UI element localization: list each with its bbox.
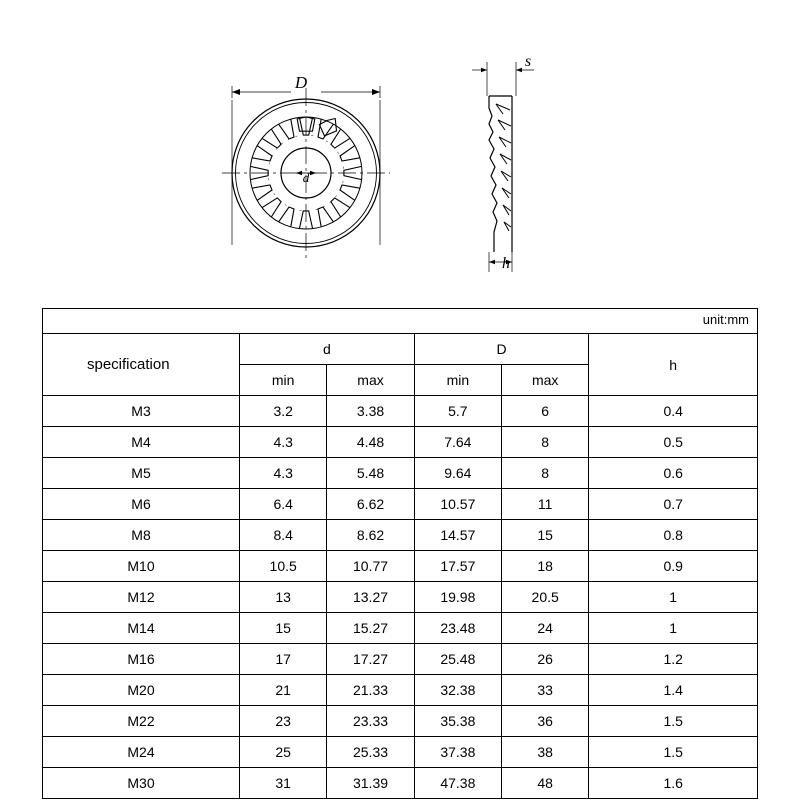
cell-specification: M10: [43, 551, 240, 582]
cell-d-min: 15: [240, 613, 327, 644]
cell-h: 0.7: [589, 489, 758, 520]
header-specification: specification: [43, 334, 240, 396]
cell-specification: M16: [43, 644, 240, 675]
cell-specification: M30: [43, 768, 240, 799]
cell-specification: M3: [43, 396, 240, 427]
cell-d-min: 8.4: [240, 520, 327, 551]
cell-D-max: 26: [502, 644, 589, 675]
cell-d-max: 25.33: [327, 737, 414, 768]
cell-D-max: 15: [502, 520, 589, 551]
header-d: d: [240, 334, 415, 365]
cell-D-min: 25.48: [414, 644, 501, 675]
cell-d-min: 23: [240, 706, 327, 737]
cell-h: 1: [589, 582, 758, 613]
cell-D-max: 8: [502, 458, 589, 489]
cell-D-min: 19.98: [414, 582, 501, 613]
cell-d-min: 4.3: [240, 458, 327, 489]
cell-d-min: 31: [240, 768, 327, 799]
header-d-max: max: [327, 365, 414, 396]
header-d-min: min: [240, 365, 327, 396]
cell-d-max: 17.27: [327, 644, 414, 675]
cell-d-min: 4.3: [240, 427, 327, 458]
cell-D-max: 11: [502, 489, 589, 520]
cell-d-max: 5.48: [327, 458, 414, 489]
cell-specification: M5: [43, 458, 240, 489]
cell-h: 1.2: [589, 644, 758, 675]
cell-d-max: 31.39: [327, 768, 414, 799]
cell-D-min: 17.57: [414, 551, 501, 582]
cell-specification: M4: [43, 427, 240, 458]
cell-d-max: 13.27: [327, 582, 414, 613]
label-thickness: s: [524, 53, 532, 70]
cell-d-max: 15.27: [327, 613, 414, 644]
cell-D-min: 47.38: [414, 768, 501, 799]
cell-d-max: 4.48: [327, 427, 414, 458]
table-row: [43, 644, 758, 675]
cell-h: 0.6: [589, 458, 758, 489]
cell-D-min: 37.38: [414, 737, 501, 768]
cell-d-max: 21.33: [327, 675, 414, 706]
specification-table: [42, 333, 758, 799]
cell-specification: M12: [43, 582, 240, 613]
cell-D-max: 33: [502, 675, 589, 706]
table-row: [43, 737, 758, 768]
cell-D-max: 18: [502, 551, 589, 582]
label-inner-diameter: d: [302, 170, 310, 185]
table-row: [43, 706, 758, 737]
table-row: [43, 458, 758, 489]
cell-specification: M22: [43, 706, 240, 737]
table-body: [43, 396, 758, 799]
cell-D-min: 35.38: [414, 706, 501, 737]
label-outer-diameter: D: [294, 73, 308, 92]
cell-d-min: 17: [240, 644, 327, 675]
cell-d-max: 10.77: [327, 551, 414, 582]
cell-specification: M8: [43, 520, 240, 551]
cell-specification: M6: [43, 489, 240, 520]
cell-h: 1.5: [589, 706, 758, 737]
cell-h: 0.8: [589, 520, 758, 551]
cell-D-max: 38: [502, 737, 589, 768]
table-row: [43, 675, 758, 706]
cell-specification: M14: [43, 613, 240, 644]
cell-D-min: 23.48: [414, 613, 501, 644]
table-row: [43, 768, 758, 799]
label-height: h: [502, 255, 510, 272]
cell-d-min: 13: [240, 582, 327, 613]
cell-D-min: 10.57: [414, 489, 501, 520]
cell-h: 1.5: [589, 737, 758, 768]
cell-h: 1: [589, 613, 758, 644]
cell-D-min: 5.7: [414, 396, 501, 427]
cell-D-max: 48: [502, 768, 589, 799]
cell-h: 0.5: [589, 427, 758, 458]
cell-d-min: 6.4: [240, 489, 327, 520]
cell-D-max: 24: [502, 613, 589, 644]
specification-table-container: [42, 308, 758, 799]
cell-D-max: 6: [502, 396, 589, 427]
cell-d-min: 25: [240, 737, 327, 768]
header-D-max: max: [502, 365, 589, 396]
table-row: [43, 551, 758, 582]
unit-note: unit:mm: [702, 312, 749, 327]
cell-d-min: 21: [240, 675, 327, 706]
table-row: [43, 613, 758, 644]
technical-drawing: [0, 0, 800, 300]
cell-h: 0.4: [589, 396, 758, 427]
cell-D-max: 20.5: [502, 582, 589, 613]
cell-h: 1.4: [589, 675, 758, 706]
cell-D-min: 9.64: [414, 458, 501, 489]
cell-D-min: 7.64: [414, 427, 501, 458]
cell-specification: M24: [43, 737, 240, 768]
header-D-min: min: [414, 365, 501, 396]
header-h: h: [589, 334, 758, 396]
cell-specification: M20: [43, 675, 240, 706]
cell-D-min: 32.38: [414, 675, 501, 706]
cell-d-max: 3.38: [327, 396, 414, 427]
cell-d-max: 23.33: [327, 706, 414, 737]
cell-d-max: 8.62: [327, 520, 414, 551]
cell-D-max: 8: [502, 427, 589, 458]
table-header-row-group: [43, 334, 758, 365]
table-row: [43, 489, 758, 520]
cell-D-min: 14.57: [414, 520, 501, 551]
table-row: [43, 520, 758, 551]
cell-h: 1.6: [589, 768, 758, 799]
cell-d-min: 10.5: [240, 551, 327, 582]
cell-d-max: 6.62: [327, 489, 414, 520]
unit-note-row: [42, 308, 758, 333]
table-row: [43, 427, 758, 458]
table-row: [43, 396, 758, 427]
cell-d-min: 3.2: [240, 396, 327, 427]
header-D: D: [414, 334, 589, 365]
table-row: [43, 582, 758, 613]
washer-drawing-svg: [0, 0, 800, 300]
cell-h: 0.9: [589, 551, 758, 582]
cell-D-max: 36: [502, 706, 589, 737]
